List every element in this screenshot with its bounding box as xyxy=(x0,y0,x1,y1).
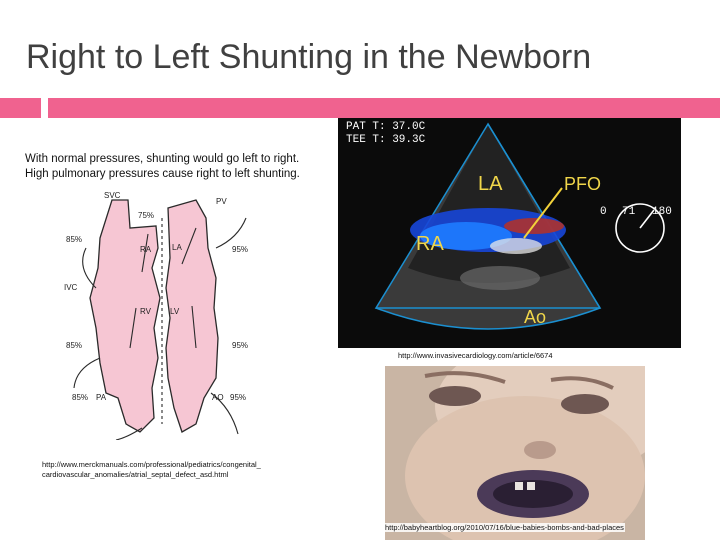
echo-label-ao: Ao xyxy=(524,307,547,327)
echo-label-pfo: PFO xyxy=(564,174,602,194)
echocardiogram-image xyxy=(338,118,681,348)
label-pct-75: 75% xyxy=(138,211,155,220)
label-la: LA xyxy=(172,243,182,252)
accent-bar-right xyxy=(48,98,720,118)
label-pct-95-mid: 95% xyxy=(232,341,249,350)
accent-bar-left xyxy=(0,98,41,118)
label-pct-95-ao: 95% xyxy=(230,393,247,402)
label-pct-85-pa: 85% xyxy=(72,393,89,402)
heart-diagram-image xyxy=(56,188,270,440)
echo-angle-180: 180 xyxy=(652,206,672,218)
baby-source-url: http://babyheartblog.org/2010/07/16/blue-babies-bombs-and-bad-places xyxy=(385,523,624,532)
echo-source-url: http://www.invasivecardiology.com/article/6674 xyxy=(398,351,553,360)
accent-bar-gap xyxy=(41,98,48,118)
label-pct-85-left: 85% xyxy=(66,235,83,244)
label-ra: RA xyxy=(140,245,152,254)
echo-angle-0: 0 xyxy=(600,206,607,218)
cyanotic-baby-photo xyxy=(385,366,645,540)
label-ivc: IVC xyxy=(64,283,78,292)
label-rv: RV xyxy=(140,307,151,316)
echo-angle-71: 71 xyxy=(622,206,636,218)
echo-pat-temp: PAT T: 37.0C xyxy=(346,121,426,133)
caption-line-2: High pulmonary pressures cause right to left shunting. xyxy=(25,168,300,180)
echo-label-la: LA xyxy=(478,173,503,195)
label-pv: PV xyxy=(216,197,227,206)
label-pa: PA xyxy=(96,393,107,402)
echo-tee-temp: TEE T: 39.3C xyxy=(346,134,426,146)
merck-source-url-line-2: cardiovascular_anomalies/atrial_septal_defect_asd.html xyxy=(42,470,229,479)
echo-label-ra: RA xyxy=(416,233,444,255)
label-pct-95-right: 95% xyxy=(232,245,249,254)
label-svc: SVC xyxy=(104,191,121,200)
label-ao: AO xyxy=(212,393,224,402)
caption-line-1: With normal pressures, shunting would go left to right. xyxy=(25,153,300,165)
label-pct-85-mid: 85% xyxy=(66,341,83,350)
slide-caption xyxy=(25,152,300,182)
label-lv: LV xyxy=(170,307,180,316)
slide-title: Right to Left Shunting in the Newborn xyxy=(26,38,592,76)
merck-source-url-line-1: http://www.merckmanuals.com/professional/pediatrics/congenital_ xyxy=(42,460,261,469)
